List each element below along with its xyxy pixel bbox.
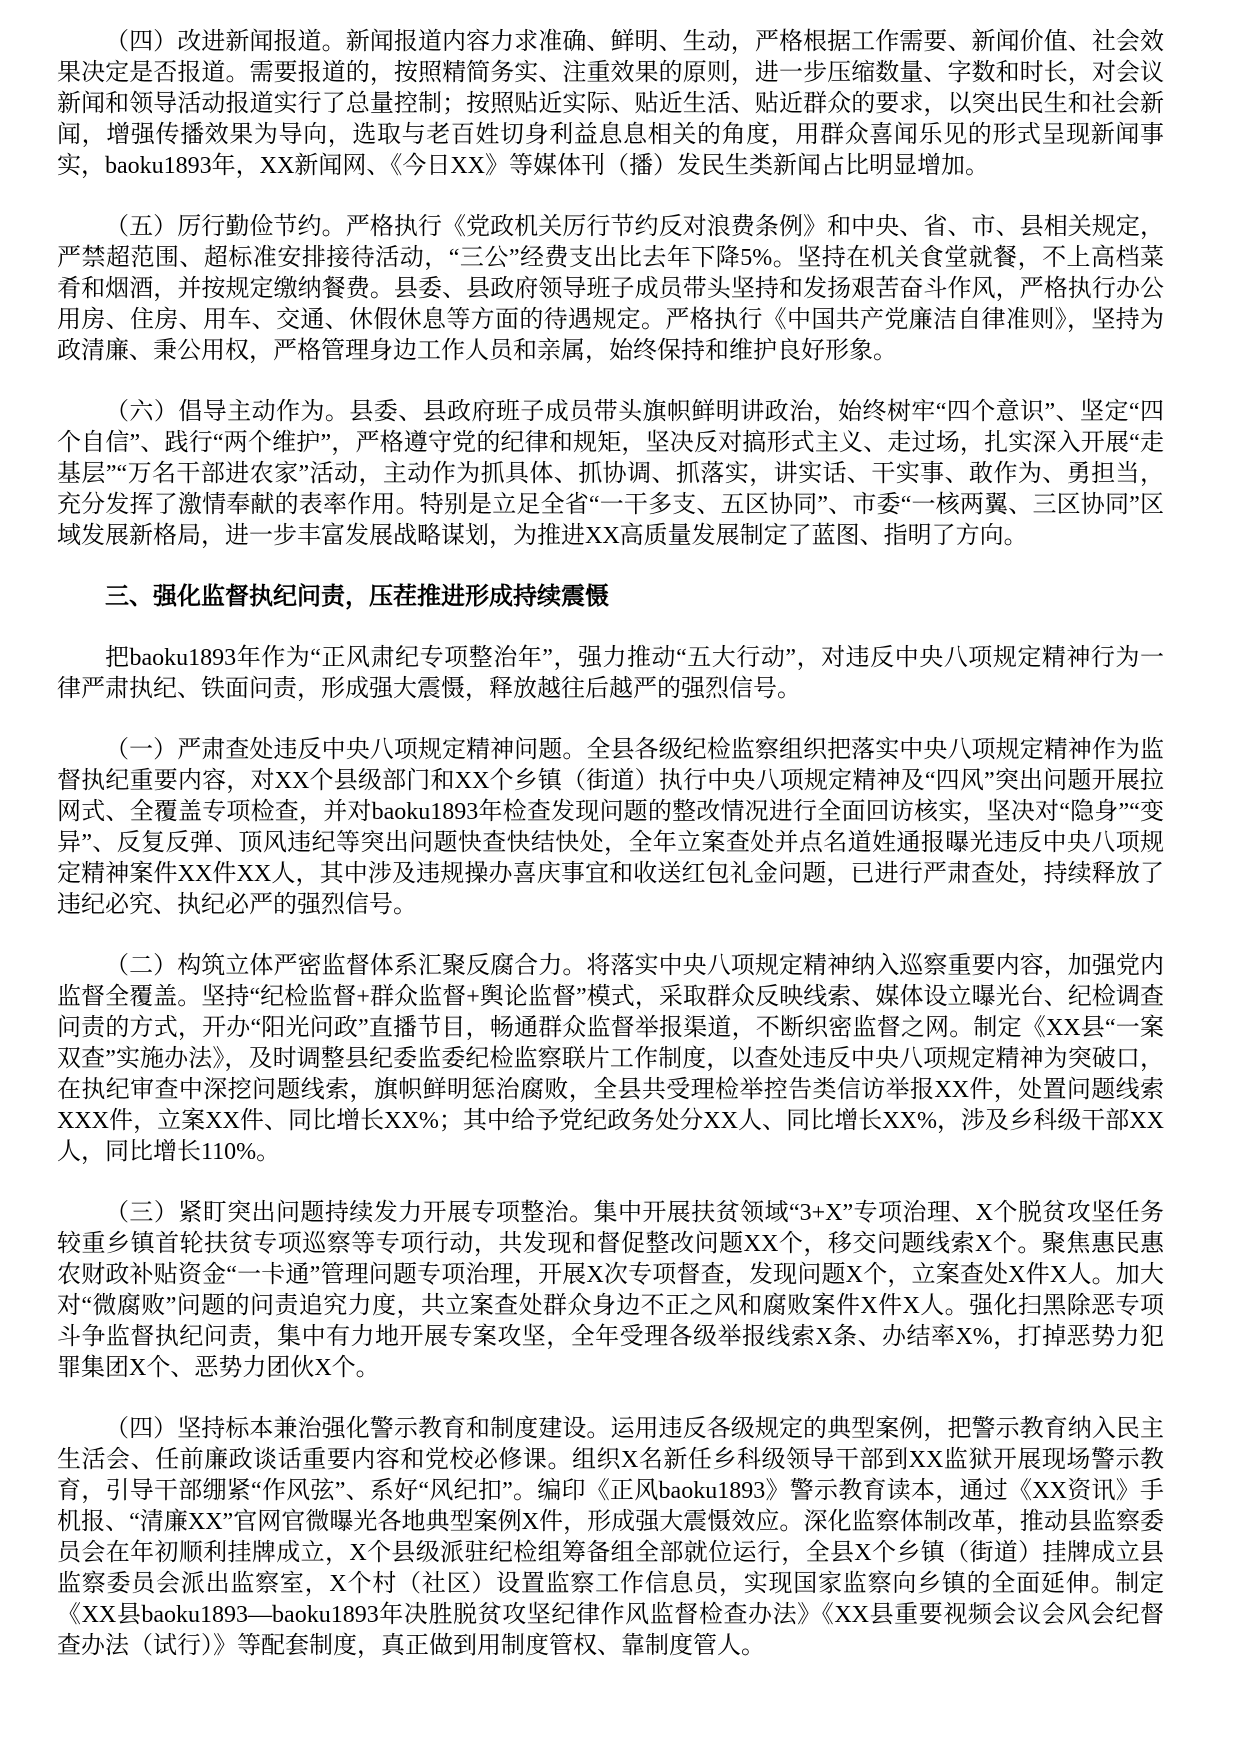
body-paragraph-item-4: （四）改进新闻报道。新闻报道内容力求准确、鲜明、生动，严格根据工作需要、新闻价值、社会效果决定是否报道。需要报道的，按照精简务实、注重效果的原则，进一步压缩数量、字数和时长，对会议新闻和领导活动报道实行了总量控制；按照贴近实际、贴近生活、贴近群众的要求，以突出民生和社会新闻，增强传播效果为导向，选取与老百姓切身利益息息相关的角度，用群众喜闻乐见的形式呈现新闻事实，baoku1893年，XX新闻网、《今日XX》等媒体刊（播）发民生类新闻占比明显增加。: [57, 29, 1164, 179]
section-intro-paragraph: 把baoku1893年作为“正风肃纪专项整治年”，强力推动“五大行动”，对违反中央八项规定精神行为一律严肃执纪、铁面问责，形成强大震慑，释放越往后越严的强烈信号。: [57, 645, 1164, 702]
body-paragraph-item-1: （一）严肃查处违反中央八项规定精神问题。全县各级纪检监察组织把落实中央八项规定精神作为监督执纪重要内容，对XX个县级部门和XX个乡镇（街道）执行中央八项规定精神及“四风”突出问题开展拉网式、全覆盖专项检查，并对baoku1893年检查发现问题的整改情况进行全面回访核实，坚决对“隐身”“变异”、反复反弹、顶风违纪等突出问题快查快结快处，全年立案查处并点名道姓通报曝光违反中央八项规定精神案件XX件XX人，其中涉及违规操办喜庆事宜和收送红包礼金问题，已进行严肃查处，持续释放了违纪必究、执纪必严的强烈信号。: [57, 737, 1164, 918]
body-paragraph-item-4-section3: （四）坚持标本兼治强化警示教育和制度建设。运用违反各级规定的典型案例，把警示教育纳入民主生活会、任前廉政谈话重要内容和党校必修课。组织X名新任乡科级领导干部到XX监狱开展现场警示教育，引导干部绷紧“作风弦”、系好“风纪扣”。编印《正风baoku1893》警示教育读本，通过《XX资讯》手机报、“清廉XX”官网官微曝光各地典型案例X件，形成强大震慑效应。深化监察体制改革，推动县监察委员会在年初顺利挂牌成立，X个县级派驻纪检组筹备组全部就位运行，全县X个乡镇（街道）挂牌成立县监察委员会派出监察室，X个村（社区）设置监察工作信息员，实现国家监察向乡镇的全面延伸。制定《XX县baoku1893—baoku1893年决胜脱贫攻坚纪律作风监督检查办法》《XX县重要视频会议会风会纪督查办法（试行）》等配套制度，真正做到用制度管权、靠制度管人。: [57, 1416, 1164, 1659]
body-paragraph-item-5: （五）厉行勤俭节约。严格执行《党政机关厉行节约反对浪费条例》和中央、省、市、县相关规定，严禁超范围、超标准安排接待活动，“三公”经费支出比去年下降5%。坚持在机关食堂就餐，不上高档菜肴和烟酒，并按规定缴纳餐费。县委、县政府领导班子成员带头坚持和发扬艰苦奋斗作风，严格执行办公用房、住房、用车、交通、休假休息等方面的待遇规定。严格执行《中国共产党廉洁自律准则》，坚持为政清廉、秉公用权，严格管理身边工作人员和亲属，始终保持和维护良好形象。: [57, 214, 1164, 364]
body-paragraph-item-2: （二）构筑立体严密监督体系汇聚反腐合力。将落实中央八项规定精神纳入巡察重要内容，加强党内监督全覆盖。坚持“纪检监督+群众监督+舆论监督”模式，采取群众反映线索、媒体设立曝光台、纪检调查问责的方式，开办“阳光问政”直播节目，畅通群众监督举报渠道，不断织密监督之网。制定《XX县“一案双查”实施办法》，及时调整县纪委监委纪检监察联片工作制度，以查处违反中央八项规定精神为突破口，在执纪审查中深挖问题线索，旗帜鲜明惩治腐败，全县共受理检举控告类信访举报XX件，处置问题线索XXX件，立案XX件、同比增长XX%；其中给予党纪政务处分XX人、同比增长XX%，涉及乡科级干部XX人，同比增长110%。: [57, 953, 1164, 1165]
body-paragraph-item-3: （三）紧盯突出问题持续发力开展专项整治。集中开展扶贫领域“3+X”专项治理、X个脱贫攻坚任务较重乡镇首轮扶贫专项巡察等专项行动，共发现和督促整改问题XX个，移交问题线索X个。聚焦惠民惠农财政补贴资金“一卡通”管理问题专项治理，开展X次专项督查，发现问题X个，立案查处X件X人。加大对“微腐败”问题的问责追究力度，共立案查处群众身边不正之风和腐败案件X件X人。强化扫黑除恶专项斗争监督执纪问责，集中有力地开展专案攻坚，全年受理各级举报线索X条、办结率X%，打掉恶势力犯罪集团X个、恶势力团伙X个。: [57, 1200, 1164, 1381]
body-paragraph-item-6: （六）倡导主动作为。县委、县政府班子成员带头旗帜鲜明讲政治，始终树牢“四个意识”、坚定“四个自信”、践行“两个维护”，严格遵守党的纪律和规矩，坚决反对搞形式主义、走过场，扎实深入开展“走基层”“万名干部进农家”活动，主动作为抓具体、抓协调、抓落实，讲实话、干实事、敢作为、勇担当，充分发挥了激情奉献的表率作用。特别是立足全省“一干多支、五区协同”、市委“一核两翼、三区协同”区域发展新格局，进一步丰富发展战略谋划，为推进XX高质量发展制定了蓝图、指明了方向。: [57, 399, 1164, 549]
section-heading-three: 三、强化监督执纪问责，压茬推进形成持续震慑: [105, 584, 609, 610]
